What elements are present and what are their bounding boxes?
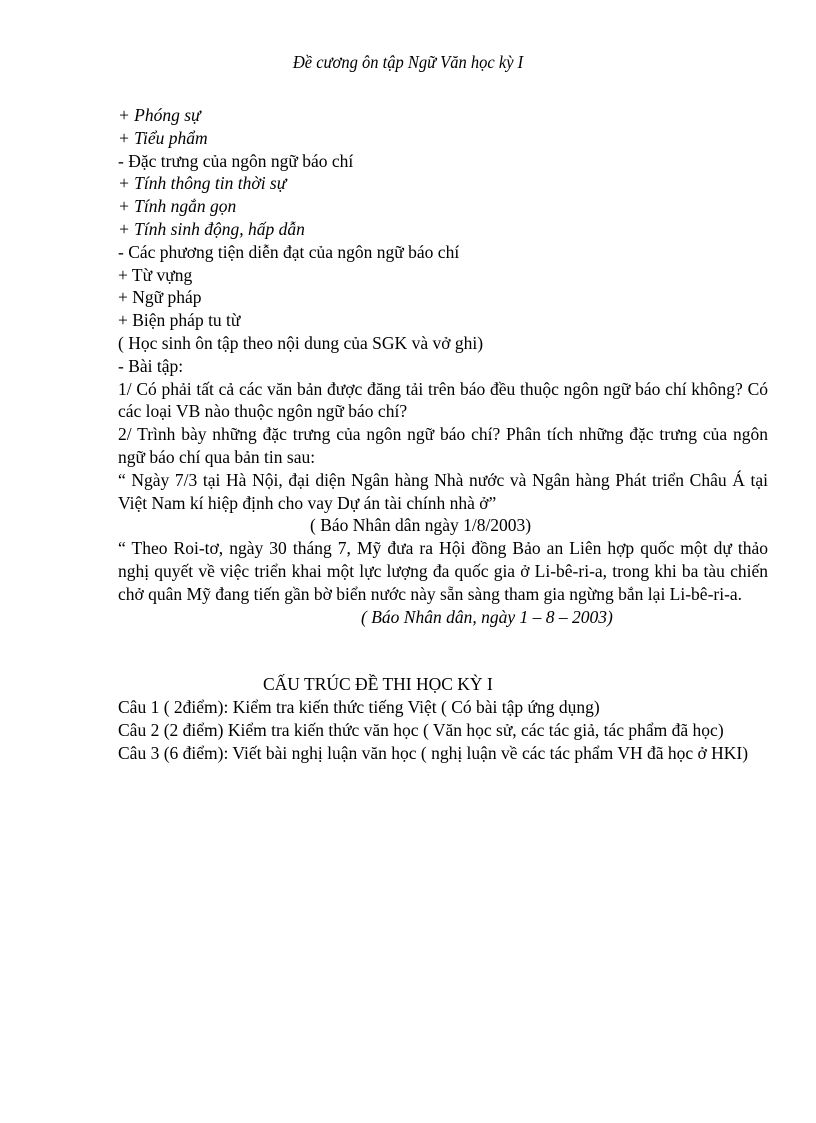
document-body — [118, 104, 768, 765]
exam-question-2: Câu 2 (2 điểm) Kiểm tra kiến thức văn học ( Văn học sử, các tác giả, tác phẩm đã học) — [118, 719, 724, 740]
list-item: + Phóng sự — [118, 105, 201, 125]
list-item: + Ngữ pháp — [118, 287, 202, 308]
exercise-question-2: 2/ Trình bày những đặc trưng của ngôn ngữ báo chí? Phân tích những đặc trưng của ngôn ngữ báo chí qua bản tin sau: — [118, 424, 768, 467]
news-source-1: ( Báo Nhân dân ngày 1/8/2003) — [310, 515, 532, 536]
list-item: + Tính sinh động, hấp dẫn — [118, 218, 305, 239]
news-source-2: ( Báo Nhân dân, ngày 1 – 8 – 2003) — [361, 606, 613, 627]
study-note: ( Học sinh ôn tập theo nội dung của SGK và vở ghi) — [118, 332, 484, 353]
exam-question-3: Câu 3 (6 điểm): Viết bài nghị luận văn học ( nghị luận về các tác phẩm VH đã học ở HKI) — [118, 742, 749, 763]
list-item: + Tiểu phẩm — [118, 127, 208, 148]
spacer — [118, 628, 768, 673]
exercise-question-1: 1/ Có phải tất cả các văn bản được đăng tải trên báo đều thuộc ngôn ngữ báo chí không? Có các loại VB nào thuộc ngôn ngữ báo chí? — [118, 378, 768, 422]
list-item: + Biện pháp tu từ — [118, 310, 241, 331]
news-quote-1: “ Ngày 7/3 tại Hà Nội, đại diện Ngân hàng Nhà nước và Ngân hàng Phát triển Châu Á tại Việt Nam kí hiệp định cho vay Dự án tài chính nhà ở” — [118, 469, 768, 513]
section-heading: - Các phương tiện diễn đạt của ngôn ngữ báo chí — [118, 241, 460, 262]
news-quote-2: “ Theo Roi-tơ, ngày 30 tháng 7, Mỹ đưa ra Hội đồng Bảo an Liên hợp quốc một dự thảo nghị quyết về việc triển khai một lực lượng đa quốc gia ở Li-bê-ri-a, trong khi ba tàu chiến chở quân Mỹ đang tiến gần bờ biển nước này sẵn sàng tham gia ngừng bắn lại Li-bê-ri-a. — [118, 538, 768, 604]
exam-structure-title: CẤU TRÚC ĐỀ THI HỌC KỲ I — [263, 674, 493, 695]
section-heading: - Đặc trưng của ngôn ngữ báo chí — [118, 150, 354, 171]
list-item: + Tính thông tin thời sự — [118, 173, 287, 194]
exercises-heading: - Bài tập: — [118, 355, 184, 376]
list-item: + Tính ngắn gọn — [118, 196, 237, 217]
list-item: + Từ vựng — [118, 264, 193, 285]
exam-question-1: Câu 1 ( 2điểm): Kiểm tra kiến thức tiếng Việt ( Có bài tập ứng dụng) — [118, 697, 600, 718]
page-header: Đề cương ôn tập Ngữ Văn học kỳ I — [292, 52, 524, 72]
